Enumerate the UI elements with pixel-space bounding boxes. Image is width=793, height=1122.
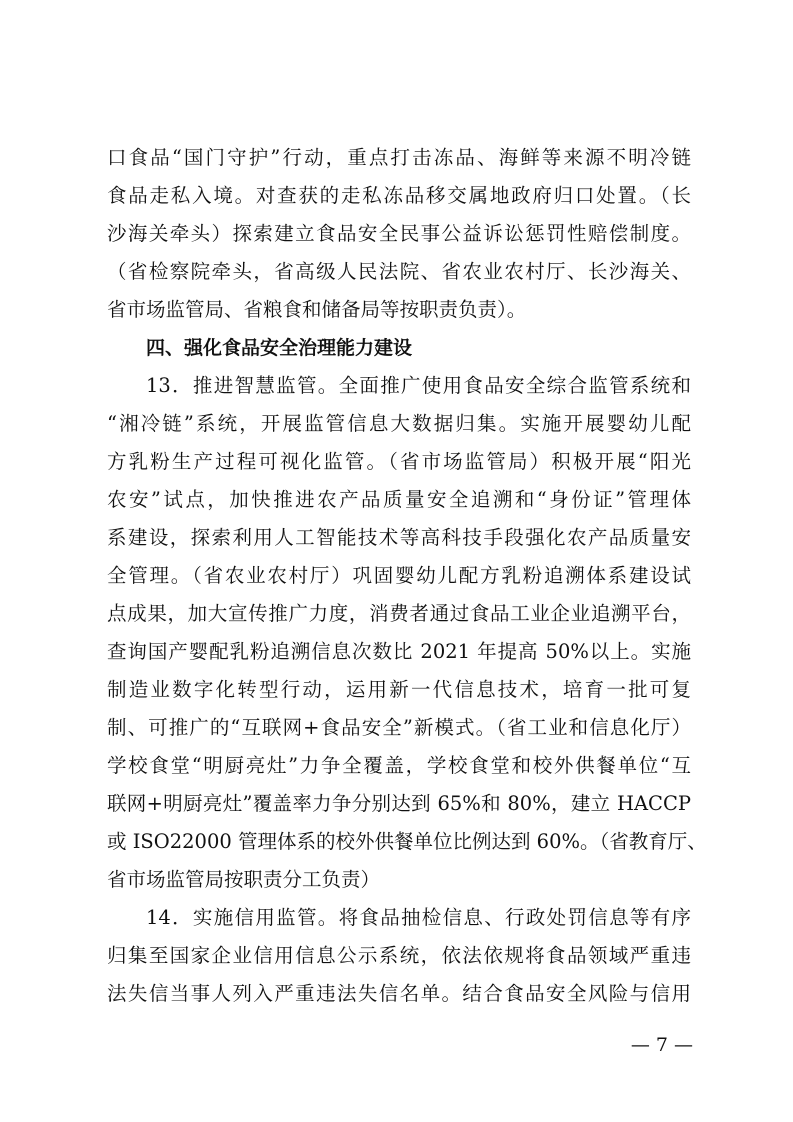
text-line: “湘冷链”系统，开展监管信息大数据归集。实施开展婴幼儿配	[107, 412, 691, 435]
text-line: 食品走私入境。对查获的走私冻品移交属地政府归口处置。（长	[107, 184, 691, 207]
text-line: 学校食堂“明厨亮灶”力争全覆盖，学校食堂和校外供餐单位“互	[107, 754, 691, 777]
text-line: 14．实施信用监管。将食品抽检信息、行政处罚信息等有序	[146, 906, 691, 929]
text-line: 方乳粉生产过程可视化监管。（省市场监管局）积极开展“阳光	[107, 450, 691, 473]
text-line: 点成果，加大宣传推广力度，消费者通过食品工业企业追溯平台，	[107, 602, 691, 625]
text-line: 系建设，探索利用人工智能技术等高科技手段强化农产品质量安	[107, 526, 691, 549]
section-heading: 四、强化食品安全治理能力建设	[146, 337, 413, 359]
text-line: 沙海关牵头）探索建立食品安全民事公益诉讼惩罚性赔偿制度。	[107, 222, 691, 245]
text-line: 省市场监管局、省粮食和储备局等按职责负责）。	[107, 298, 527, 321]
text-line: 归集至国家企业信用信息公示系统，依法依规将食品领域严重违	[107, 944, 691, 967]
text-line: 法失信当事人列入严重违法失信名单。结合食品安全风险与信用	[107, 982, 691, 1005]
text-line: 13．推进智慧监管。全面推广使用食品安全综合监管系统和	[146, 374, 691, 397]
text-line: 联网+明厨亮灶”覆盖率力争分别达到 65%和 80%，建立 HACCP	[107, 792, 691, 815]
text-line: 省市场监管局按职责分工负责）	[107, 868, 381, 891]
page-number: — 7 —	[630, 1034, 693, 1056]
text-line: 全管理。（省农业农村厅）巩固婴幼儿配方乳粉追溯体系建设试	[107, 564, 691, 587]
text-line: 查询国产婴配乳粉追溯信息次数比 2021 年提高 50%以上。实施	[107, 640, 691, 663]
text-line: 或 ISO22000 管理体系的校外供餐单位比例达到 60%。（省教育厅、	[107, 830, 707, 853]
text-line: （省检察院牵头，省高级人民法院、省农业农村厅、长沙海关、	[107, 260, 691, 283]
text-line: 制造业数字化转型行动，运用新一代信息技术，培育一批可复	[107, 678, 691, 701]
text-line: 农安”试点，加快推进农产品质量安全追溯和“身份证”管理体	[107, 488, 691, 511]
text-line: 制、可推广的“互联网+食品安全”新模式。（省工业和信息化厅）	[107, 716, 691, 739]
text-line: 口食品“国门守护”行动，重点打击冻品、海鲜等来源不明冷链	[107, 146, 691, 169]
